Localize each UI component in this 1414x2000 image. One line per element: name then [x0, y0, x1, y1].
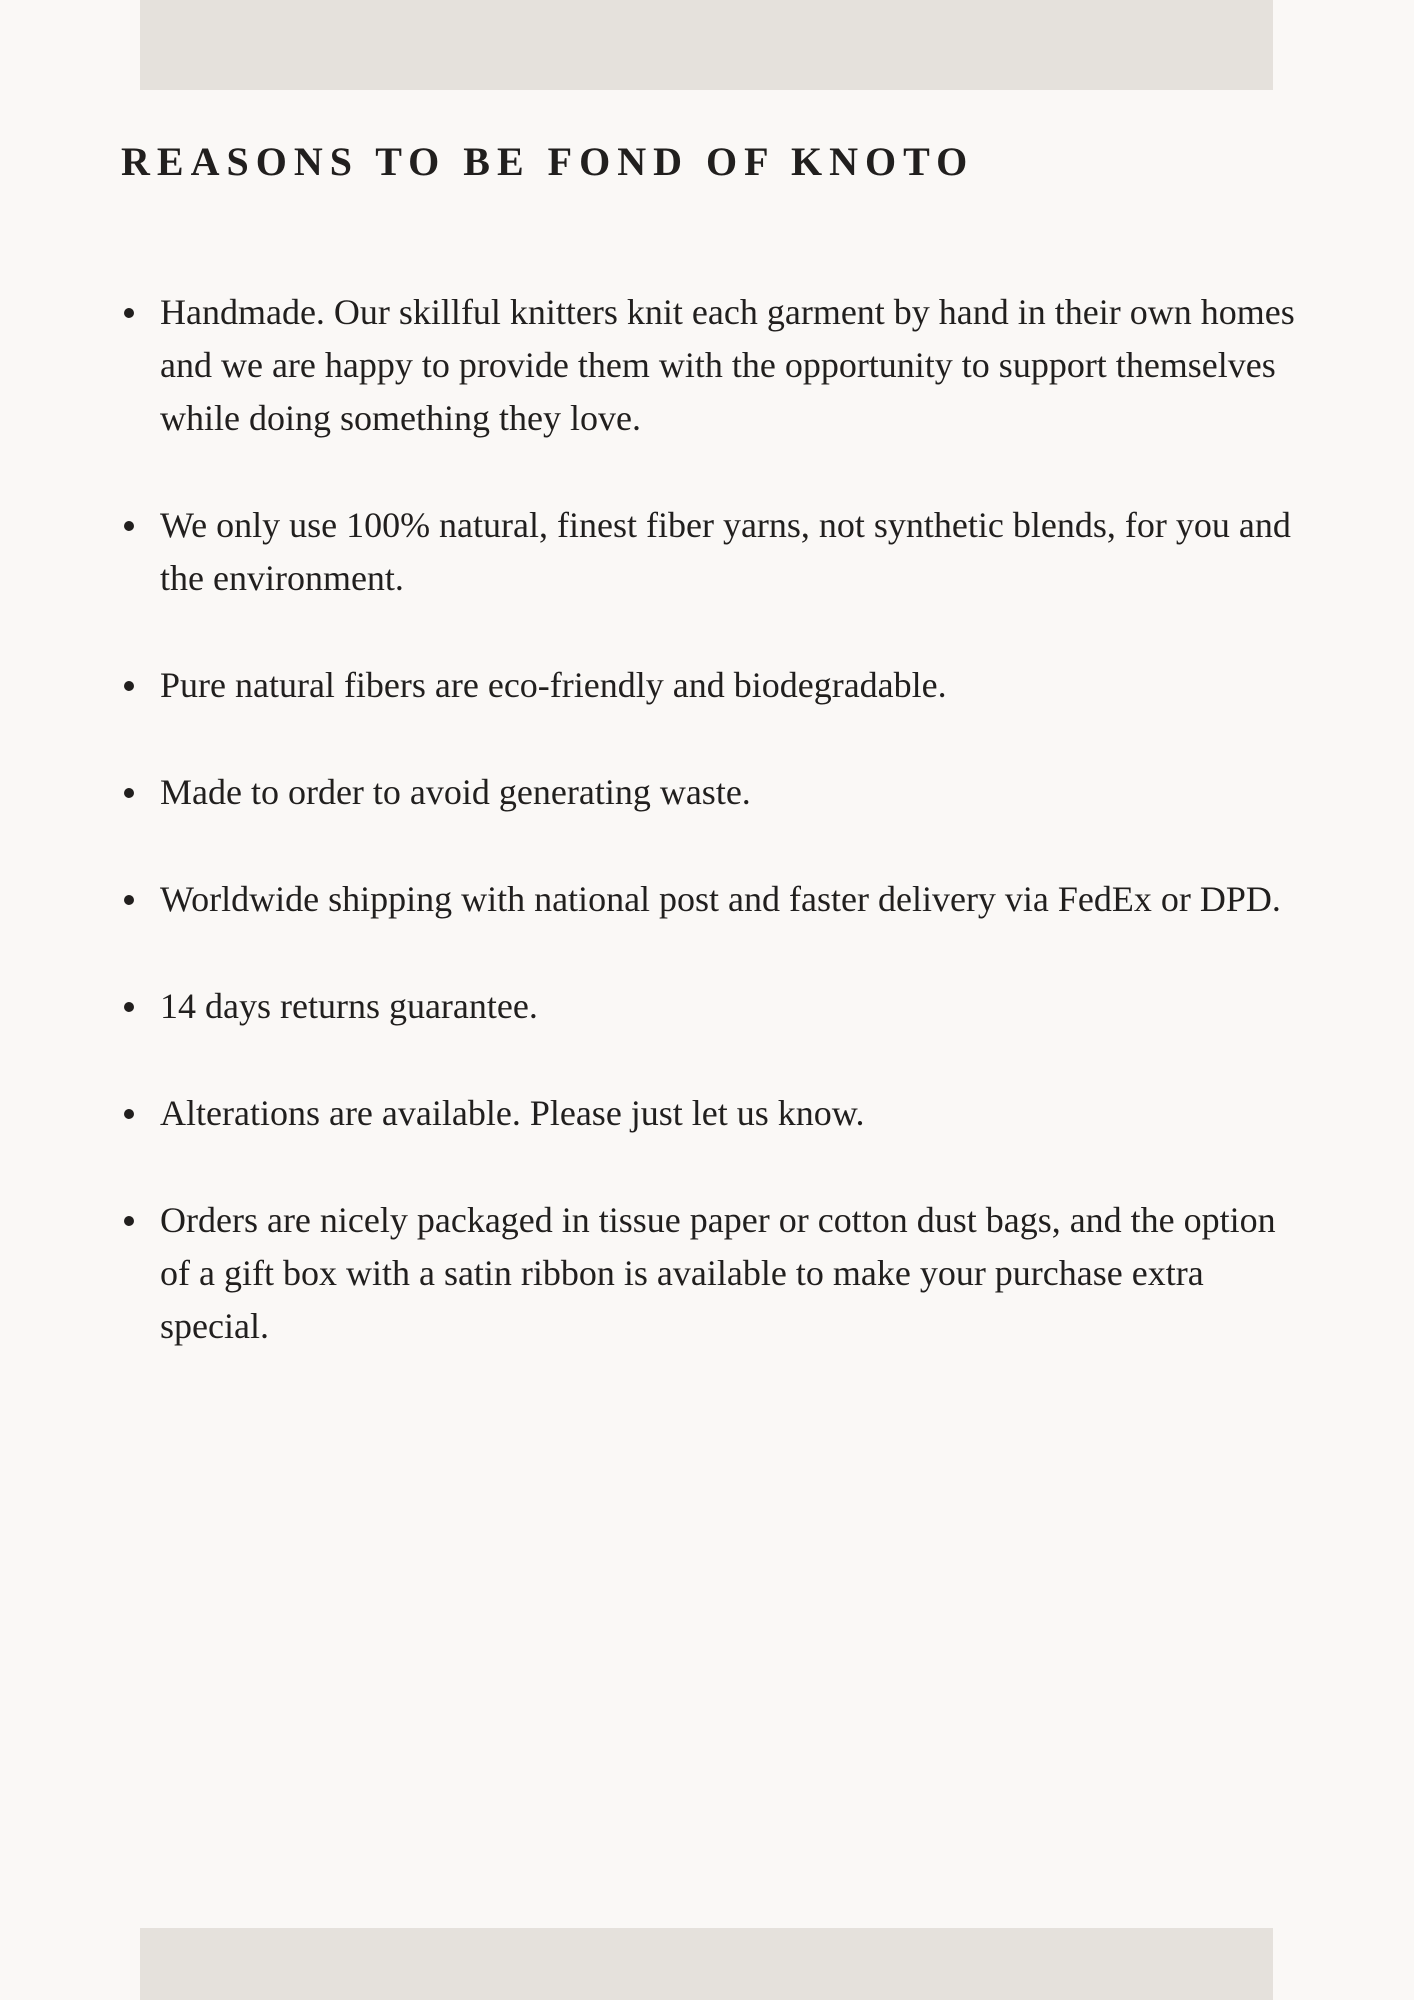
- bullet-dot-icon: [124, 521, 134, 531]
- bullet-dot-icon: [124, 308, 134, 318]
- bullet-dot-icon: [124, 788, 134, 798]
- list-item: [160, 499, 1295, 605]
- bullet-dot-icon: [124, 1002, 134, 1012]
- list-item-text: Handmade. Our skillful knitters knit each garment by hand in their own homes and we are happy to provide them with the opportunity to support themselves while doing something they love.: [160, 292, 1295, 438]
- list-item: [160, 980, 1295, 1033]
- reasons-bullet-list: [160, 286, 1295, 1407]
- list-item-text: Alterations are available. Please just let us know.: [160, 1093, 865, 1133]
- list-item-text: 14 days returns guarantee.: [160, 986, 538, 1026]
- list-item: [160, 286, 1295, 445]
- list-item: [160, 766, 1295, 819]
- list-item-text: We only use 100% natural, finest fiber yarns, not synthetic blends, for you and the environment.: [160, 505, 1291, 598]
- bullet-dot-icon: [124, 1216, 134, 1226]
- list-item: [160, 1194, 1295, 1353]
- page-title: REASONS TO BE FOND OF KNOTO: [121, 139, 975, 184]
- list-item: [160, 659, 1295, 712]
- list-item-text: Orders are nicely packaged in tissue paper or cotton dust bags, and the option of a gift box with a satin ribbon is available to make your purchase extra special.: [160, 1200, 1276, 1346]
- list-item: [160, 873, 1295, 926]
- list-item-text: Made to order to avoid generating waste.: [160, 772, 751, 812]
- list-item: [160, 1087, 1295, 1140]
- bottom-banner: [140, 1928, 1273, 2000]
- list-item-text: Pure natural fibers are eco-friendly and biodegradable.: [160, 665, 947, 705]
- list-item-text: Worldwide shipping with national post and faster delivery via FedEx or DPD.: [160, 879, 1281, 919]
- bullet-dot-icon: [124, 1109, 134, 1119]
- top-banner: [140, 0, 1273, 90]
- bullet-dot-icon: [124, 681, 134, 691]
- bullet-dot-icon: [124, 895, 134, 905]
